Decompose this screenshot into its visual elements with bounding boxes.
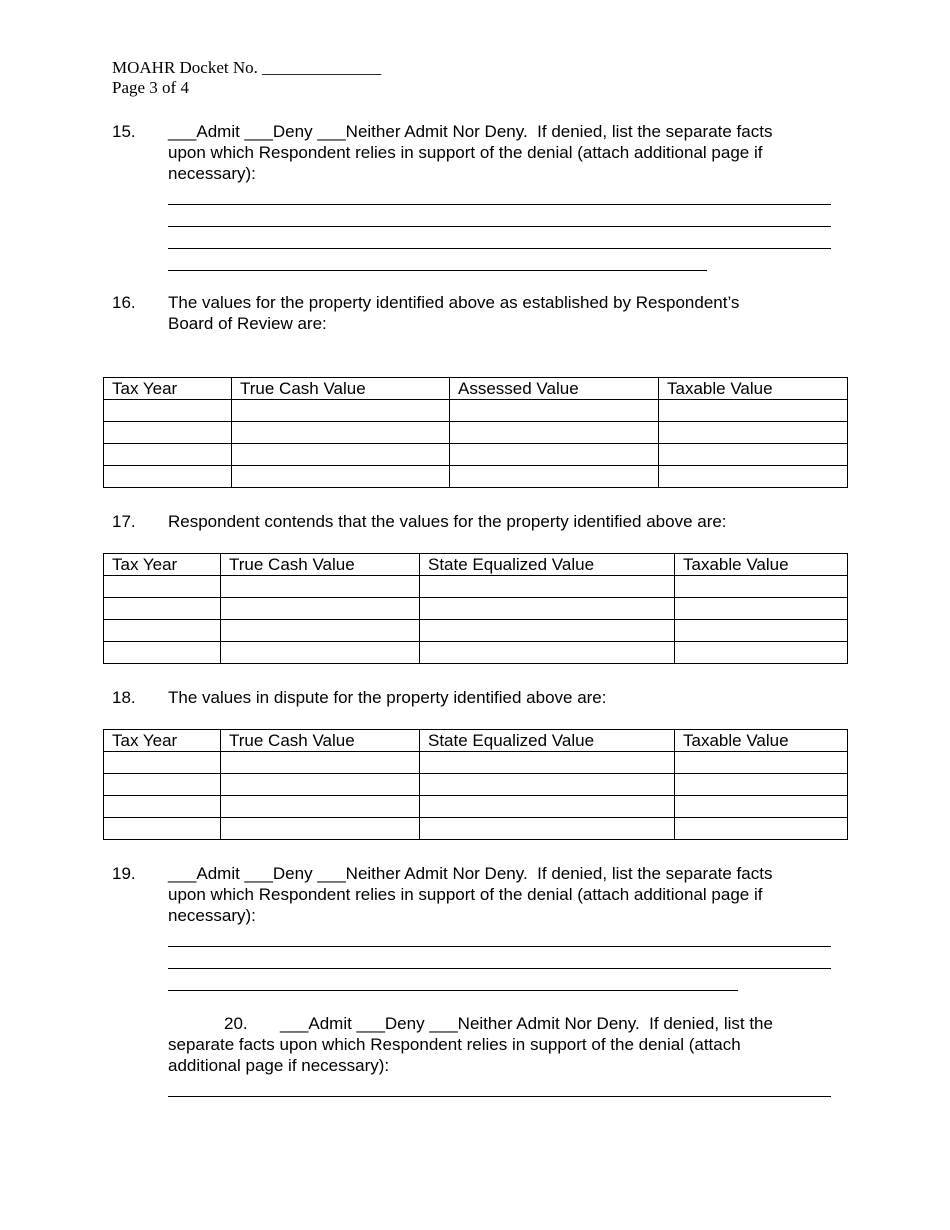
- header-state-equalized-value: State Equalized Value: [420, 554, 675, 576]
- item-17-line-1: Respondent contends that the values for the property identified above are:: [168, 512, 727, 531]
- table-cell[interactable]: [232, 444, 450, 466]
- table-cell[interactable]: [104, 642, 221, 664]
- table-cell[interactable]: [450, 444, 659, 466]
- table-cell[interactable]: [104, 422, 232, 444]
- table-cell[interactable]: [675, 796, 848, 818]
- item-19-number: 19.: [112, 864, 136, 883]
- table-cell[interactable]: [221, 796, 420, 818]
- table-cell[interactable]: [232, 422, 450, 444]
- table-cell[interactable]: [659, 466, 848, 488]
- table-row: [104, 752, 848, 774]
- item-15-answer-line[interactable]: [168, 248, 831, 249]
- item-20-answer-line[interactable]: [168, 1096, 831, 1097]
- table-cell[interactable]: [420, 598, 675, 620]
- table-row: [104, 576, 848, 598]
- table-cell[interactable]: [420, 752, 675, 774]
- header-taxable-value: Taxable Value: [659, 378, 848, 400]
- docket-number-label: MOAHR Docket No. ______________: [112, 58, 382, 77]
- table-cell[interactable]: [104, 796, 221, 818]
- table-header-row: [104, 554, 848, 576]
- table-cell[interactable]: [675, 620, 848, 642]
- table-cell[interactable]: [450, 466, 659, 488]
- table-cell[interactable]: [450, 400, 659, 422]
- table-row: [104, 642, 848, 664]
- item-20-line-2: separate facts upon which Respondent relies in support of the denial (attach: [168, 1035, 741, 1054]
- table-cell[interactable]: [420, 642, 675, 664]
- header-taxable-value: Taxable Value: [675, 554, 848, 576]
- table-cell[interactable]: [104, 598, 221, 620]
- table-cell[interactable]: [221, 598, 420, 620]
- table-cell[interactable]: [232, 466, 450, 488]
- item-19-answer-line[interactable]: [168, 946, 831, 947]
- header-true-cash-value: True Cash Value: [221, 730, 420, 752]
- table-cell[interactable]: [232, 400, 450, 422]
- table-cell[interactable]: [659, 422, 848, 444]
- table-row: [104, 796, 848, 818]
- table-cell[interactable]: [659, 400, 848, 422]
- item-17-number: 17.: [112, 512, 136, 531]
- table-cell[interactable]: [420, 774, 675, 796]
- header-taxable-value: Taxable Value: [675, 730, 848, 752]
- header-tax-year: Tax Year: [104, 730, 221, 752]
- header-state-equalized-value: State Equalized Value: [420, 730, 675, 752]
- header-tax-year: Tax Year: [104, 554, 221, 576]
- table-row: [104, 620, 848, 642]
- table-cell[interactable]: [659, 444, 848, 466]
- table-cell[interactable]: [104, 466, 232, 488]
- item-19-line-2: upon which Respondent relies in support of the denial (attach additional page if: [168, 885, 763, 904]
- table-cell[interactable]: [420, 620, 675, 642]
- table-row: [104, 422, 848, 444]
- table-row: [104, 466, 848, 488]
- item-18-number: 18.: [112, 688, 136, 707]
- item-15-answer-line[interactable]: [168, 270, 707, 271]
- table-cell[interactable]: [104, 752, 221, 774]
- table-cell[interactable]: [221, 576, 420, 598]
- table-cell[interactable]: [104, 818, 221, 840]
- item-20-line-3: additional page if necessary):: [168, 1056, 390, 1075]
- values-in-dispute-table: [103, 729, 848, 840]
- table-row: [104, 598, 848, 620]
- table-cell[interactable]: [675, 576, 848, 598]
- table-cell[interactable]: [104, 576, 221, 598]
- table-cell[interactable]: [675, 642, 848, 664]
- table-cell[interactable]: [420, 796, 675, 818]
- item-15-line-1: ___Admit ___Deny ___Neither Admit Nor Deny. If denied, list the separate facts: [168, 122, 773, 141]
- item-15-number: 15.: [112, 122, 136, 141]
- item-15-line-3: necessary):: [168, 164, 256, 183]
- table-cell[interactable]: [104, 774, 221, 796]
- item-19-answer-line[interactable]: [168, 968, 831, 969]
- item-20-number: 20.: [224, 1014, 248, 1033]
- header-true-cash-value: True Cash Value: [232, 378, 450, 400]
- respondent-contends-values-table: [103, 553, 848, 664]
- table-cell[interactable]: [104, 400, 232, 422]
- item-16-number: 16.: [112, 293, 136, 312]
- item-16-line-1: The values for the property identified above as established by Respondent’s: [168, 293, 740, 312]
- table-cell[interactable]: [420, 818, 675, 840]
- table-cell[interactable]: [104, 620, 221, 642]
- table-cell[interactable]: [221, 774, 420, 796]
- item-15-line-2: upon which Respondent relies in support of the denial (attach additional page if: [168, 143, 763, 162]
- table-header-row: [104, 378, 848, 400]
- table-cell[interactable]: [420, 576, 675, 598]
- table-cell[interactable]: [221, 620, 420, 642]
- table-cell[interactable]: [675, 774, 848, 796]
- table-cell[interactable]: [221, 818, 420, 840]
- table-cell[interactable]: [104, 444, 232, 466]
- table-cell[interactable]: [675, 818, 848, 840]
- item-18-line-1: The values in dispute for the property identified above are:: [168, 688, 607, 707]
- table-row: [104, 444, 848, 466]
- board-of-review-values-table: [103, 377, 848, 488]
- item-15-answer-line[interactable]: [168, 204, 831, 205]
- table-cell[interactable]: [675, 598, 848, 620]
- item-20-line-1: ___Admit ___Deny ___Neither Admit Nor Deny. If denied, list the: [280, 1014, 773, 1033]
- item-15-answer-line[interactable]: [168, 226, 831, 227]
- table-cell[interactable]: [221, 752, 420, 774]
- table-header-row: [104, 730, 848, 752]
- item-19-line-3: necessary):: [168, 906, 256, 925]
- item-19-line-1: ___Admit ___Deny ___Neither Admit Nor Deny. If denied, list the separate facts: [168, 864, 773, 883]
- header-tax-year: Tax Year: [104, 378, 232, 400]
- header-true-cash-value: True Cash Value: [221, 554, 420, 576]
- table-row: [104, 818, 848, 840]
- item-19-answer-line[interactable]: [168, 990, 738, 991]
- table-cell[interactable]: [450, 422, 659, 444]
- table-cell[interactable]: [675, 752, 848, 774]
- table-row: [104, 774, 848, 796]
- header-assessed-value: Assessed Value: [450, 378, 659, 400]
- item-16-line-2: Board of Review are:: [168, 314, 327, 333]
- table-cell[interactable]: [221, 642, 420, 664]
- page-number-label: Page 3 of 4: [112, 78, 189, 97]
- table-row: [104, 400, 848, 422]
